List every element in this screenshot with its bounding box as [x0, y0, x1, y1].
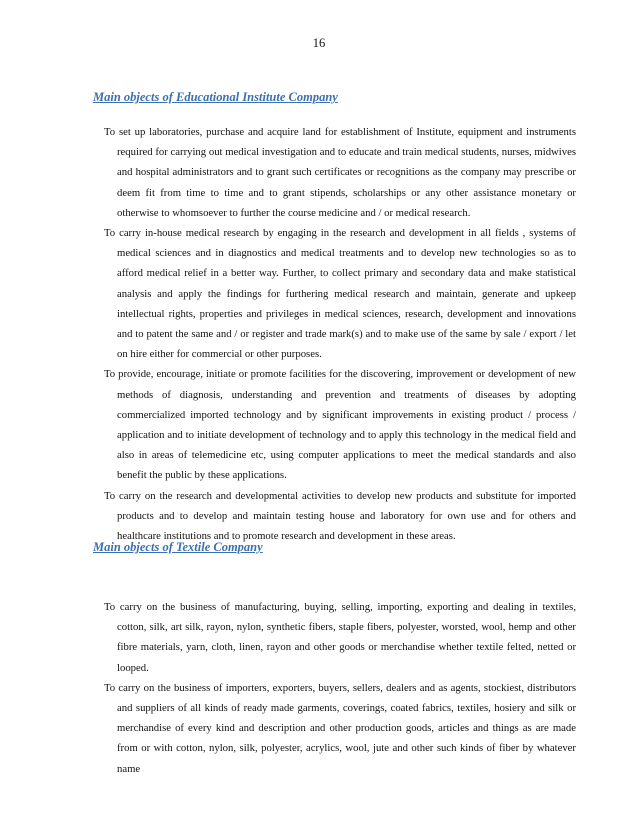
objects-list-textile [104, 597, 576, 779]
objects-list-educational-institute [104, 122, 576, 546]
section-heading-textile: Main objects of Textile Company [93, 540, 263, 554]
page-number: 16 [312, 36, 326, 50]
object-item: To carry in-house medical research by engaging in the research and development in all fields , systems of medical sciences and in diagnostics and medical treatments and to develop new technologies so as to afford medical relief in a better way. Further, to collect primary and secondary data and make statistical analysis and apply the findings for furthering medical research and maintain, generate and upkeep intellectual rights, properties and privileges in medical sciences, research, development and innovations and to patent the same and / or register and trade mark(s) and to make use of the same by sale / export / let on hire either for commercial or other purposes. [104, 227, 576, 361]
object-item: To carry on the business of importers, exporters, buyers, sellers, dealers and as agents, stockiest, distributors and suppliers of all kinds of ready made garments, coverings, coated fabrics, textiles, hosiery and silk or merchandise of every kind and description and other production goods, articles and things as are made from or with cotton, nylon, silk, polyester, acrylics, wool, jute and other such kinds of fiber by whatever name [104, 681, 576, 775]
object-item: To carry on the business of manufacturing, buying, selling, importing, exporting and dealing in textiles, cotton, silk, art silk, rayon, nylon, synthetic fibers, staple fibers, polyester, worsted, wool, hemp and other fibre materials, yarn, cloth, linen, rayon and other goods or merchandise whether textile felted, netted or looped. [104, 601, 576, 674]
object-item: To provide, encourage, initiate or promote facilities for the discovering, improvement or development of new methods of diagnosis, understanding and prevention and treatments of diseases by adopting commercialized imported technology and by significant improvements in existing product / process / application and to initiate development of technology and to apply this technology in the medical field and also in areas of telemedicine etc, using computer applications to meet the medical standards and also benefit the public by these applications. [104, 368, 576, 482]
object-item: To carry on the research and developmental activities to develop new products and substitute for imported products and to develop and maintain testing house and laboratory for own use and for others and healthcare institutions and to promote research and development in these areas. [104, 489, 576, 543]
object-item: To set up laboratories, purchase and acquire land for establishment of Institute, equipment and instruments required for carrying out medical investigation and to educate and train medical students, nurses, midwives and hospital administrators and to grant such certificates or recognitions as the company may prescribe or deem fit from time to time and to grant stipends, scholarships or any other assistance monetary or otherwise to whomsoever to further the course medicine and / or medical research. [104, 126, 576, 219]
section-heading-educational-institute: Main objects of Educational Institute Company [93, 90, 338, 104]
